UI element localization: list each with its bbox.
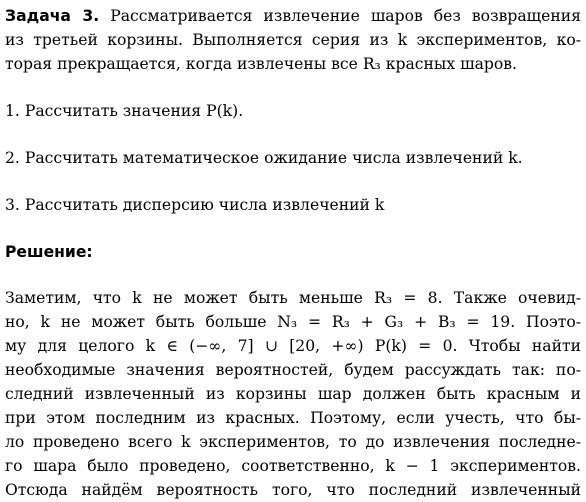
task-2: 2. Рассчитать математическое ожидание числа извлечений k. xyxy=(5,149,523,167)
problem-line-2: из третьей корзины. Выполняется серия из k экспериментов, ко- xyxy=(5,31,581,49)
task-1: 1. Рассчитать значения P(k). xyxy=(5,102,244,120)
problem-heading: Задача 3. xyxy=(5,7,100,25)
document-page xyxy=(5,4,581,502)
solution-line-7: ло проведено всего k экспериментов, то до извлечения последне- xyxy=(5,433,581,451)
problem-line-1: Задача 3. Рассматривается извлечение шаров без возвращения xyxy=(5,7,581,25)
solution-text xyxy=(5,286,581,502)
solution-line-1: Заметим, что k не может быть меньше R₃ = 8. Также очевид- xyxy=(5,289,581,307)
solution-line-4: необходимые значения вероятностей, будем рассуждать так: по- xyxy=(5,361,581,379)
solution-line-5: следний извлеченный из корзины шар должен быть красным и xyxy=(5,385,581,403)
solution-line-8: го шара было проведено, соответственно, k − 1 экспериментов. xyxy=(5,457,581,475)
solution-line-2: но, k не может быть больше N₃ = R₃ + G₃ + B₃ = 19. Поэто- xyxy=(5,313,581,331)
problem-line-3: торая прекращается, когда извлечены все R₃ красных шаров. xyxy=(5,55,517,73)
solution-line-9: Отсюда найдём вероятность того, что последний извлеченный xyxy=(5,481,581,499)
task-3: 3. Рассчитать дисперсию числа извлечений k xyxy=(5,196,385,214)
solution-line-3: му для целого k ∈ (−∞, 7] ∪ [20, +∞) P(k) = 0. Чтобы найти xyxy=(5,337,581,355)
problem-statement xyxy=(5,4,581,76)
solution-line-6: при этом последним из красных. Поэтому, если учесть, что бы- xyxy=(5,409,581,427)
solution-heading: Решение: xyxy=(5,243,93,261)
